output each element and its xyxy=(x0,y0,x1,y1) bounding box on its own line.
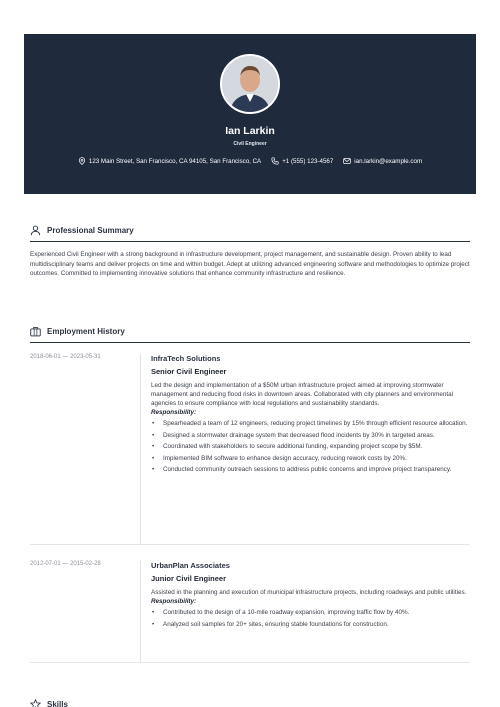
contact-info xyxy=(24,157,476,165)
employment-section-header xyxy=(30,326,470,343)
skills-section-header xyxy=(30,699,470,707)
job-description: Led the design and implementation of a $50M urban infrastructure project aimed at improving stormwater management and reducing flood risks in downtown areas. Collaborated with city planners and environmental agencies to ensure compliance with local regulations and sustainability standards. xyxy=(151,382,454,407)
job-details xyxy=(140,354,470,544)
job-role: Junior Civil Engineer xyxy=(151,574,227,583)
email-icon xyxy=(343,157,351,165)
resume-header xyxy=(24,34,476,194)
list-item: • Analyzed soil samples for 20+ sites, ensuring stable foundations for construction. xyxy=(151,620,470,629)
phone-text: +1 (555) 123-4567 xyxy=(282,157,334,165)
job-dates: 2018-06-01 — 2023-05-31 xyxy=(30,354,101,360)
phone-icon xyxy=(271,157,279,165)
job-description: Assisted in the planning and execution of municipal infrastructure projects, including roadways and public utilities. xyxy=(151,589,467,596)
job-details xyxy=(140,561,470,662)
contact-email xyxy=(343,157,422,165)
job-divider xyxy=(30,662,470,663)
candidate-job-title: Civil Engineer xyxy=(233,141,267,147)
employment-title: Employment History xyxy=(47,327,125,336)
list-item: • Implemented BIM software to enhance design accuracy, reducing rework costs by 20%. xyxy=(151,454,470,463)
candidate-name: Ian Larkin xyxy=(225,125,275,137)
email-text: ian.larkin@example.com xyxy=(354,157,423,165)
summary-title: Professional Summary xyxy=(47,226,134,235)
skills-title: Skills xyxy=(47,700,68,707)
responsibility-label: Responsibility: xyxy=(151,409,197,416)
job-dates: 2012-07-01 — 2015-02-28 xyxy=(30,561,101,567)
contact-address xyxy=(78,157,261,165)
list-item: • Spearheaded a team of 12 engineers, reducing project timelines by 15% through efficient resource allocation. xyxy=(151,419,470,428)
location-pin-icon xyxy=(78,157,86,165)
briefcase-icon xyxy=(30,326,41,337)
responsibility-list xyxy=(151,419,470,474)
profile-photo xyxy=(220,54,280,114)
summary-text: Experienced Civil Engineer with a strong background in infrastructure development, project management, and sustainable design. Proven ability to lead multidisciplinary teams and deliver projects on time and within budget. Adept at utilizing advanced engineering software and methodologies to optimize project outcomes. Committed to implementing innovative solutions that enhance community infrastructure and resilience. xyxy=(30,251,470,278)
contact-phone xyxy=(271,157,333,165)
address-text: 123 Main Street, San Francisco, CA 94105, San Francisco, CA xyxy=(88,157,262,165)
star-icon xyxy=(30,699,41,707)
avatar-image xyxy=(222,56,278,112)
responsibility-list xyxy=(151,608,470,629)
summary-section-header xyxy=(30,225,470,242)
list-item: • Conducted community outreach sessions to address public concerns and improve project transparency. xyxy=(151,465,470,474)
responsibility-label: Responsibility: xyxy=(151,598,197,605)
list-item: • Coordinated with stakeholders to secure additional funding, expanding project scope by $5M. xyxy=(151,442,470,451)
job-role: Senior Civil Engineer xyxy=(151,367,227,376)
job-company: UrbanPlan Associates xyxy=(151,561,230,570)
job-divider xyxy=(30,544,470,545)
list-item: • Contributed to the design of a 10-mile roadway expansion, improving traffic flow by 40%. xyxy=(151,608,470,617)
person-icon xyxy=(30,225,41,236)
job-company: InfraTech Solutions xyxy=(151,354,221,363)
list-item: • Designed a stormwater drainage system that decreased flood incidents by 30% in targeted areas. xyxy=(151,431,470,440)
